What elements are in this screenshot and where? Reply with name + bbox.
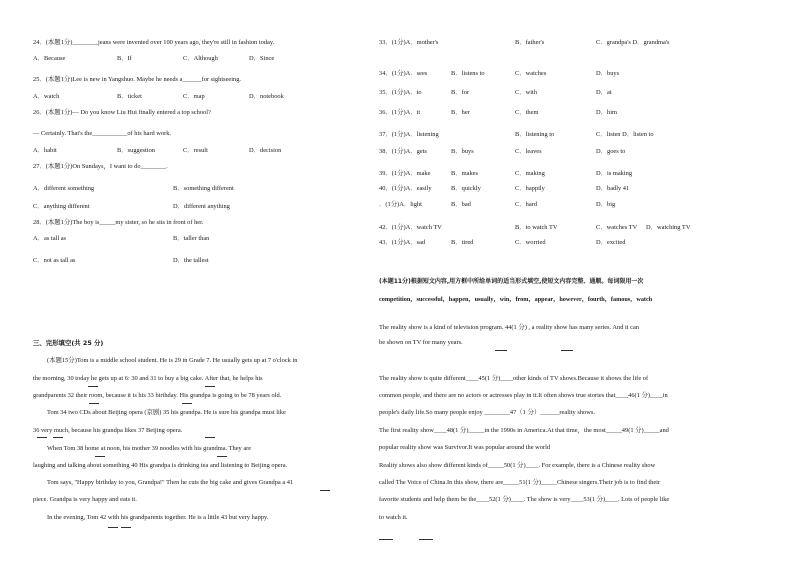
q26-option-d: D．decision xyxy=(249,147,282,154)
passage-line-4: Tom 34 two CDs about Beijing opera (京剧) 35 his grandpa. He is sure his grandpa must like xyxy=(47,409,286,416)
q27-option-a: A．different something xyxy=(33,185,95,192)
mc-37-b: B．listening to xyxy=(515,131,555,138)
mc-35-c: C．with xyxy=(515,89,538,96)
question-26-reply: — Certainly. That's the___________of his hard work. xyxy=(33,130,171,137)
mc-42-a: 42．(1分)A．watch TV xyxy=(379,224,442,231)
q28-option-c: C．not as tall as xyxy=(33,257,76,264)
mc-39-a: 39．(1分)A．make xyxy=(379,170,431,177)
q27-option-d: D．different anything xyxy=(173,203,230,210)
passage-line-3: grandparents 32 their room, because it is his 33 birthday. His grandpa is going to be 78 years old. xyxy=(33,392,282,399)
para1-line-1: The reality show is a kind of television program. 44(1 分) , a reality show has many series. And it can xyxy=(379,324,640,331)
mc-43-b: B．tired xyxy=(451,239,474,246)
blank-mark xyxy=(205,437,215,438)
question-26: 26．(本题1分)— Do you know Liu Hui finally entered a top school? xyxy=(33,109,211,116)
passage-line-9: piece. Grandpa is very happy and eats it. xyxy=(33,496,137,503)
section-3-title: 三、完形填空(共 25 分) xyxy=(33,339,104,347)
mc-35-a: 35．(1分)A．to xyxy=(379,89,422,96)
blank-mark xyxy=(121,527,131,528)
para2-line-1: The reality show is quite different____45(1 分)____other kinds of TV shows.Because it shows the life of xyxy=(379,375,649,382)
q24-option-c: C．Although xyxy=(183,55,218,62)
mc-33-cd: C．grandpa's D．grandma's xyxy=(596,39,670,46)
mc-43-a: 43．(1分)A．sad xyxy=(379,239,426,246)
mc-36-d: D．him xyxy=(596,109,617,116)
q28-option-a: A．as tall as xyxy=(33,235,67,242)
section-4-instructions: (本题11分)根据短文内容,用方框中所给单词的适当形式填空,使短文内容完整、通顺。每词限用一次 xyxy=(379,278,644,285)
para2-line-4: The first reality show____48(1 分)_____in the 1990s in America.At that time，the most_____49(1 分)_____and xyxy=(379,427,669,434)
passage-line-10: In the evening, Tom 42 with his grandparents together. He is a little 43 but very happy. xyxy=(47,514,269,521)
q24-option-a: A．Because xyxy=(33,55,66,62)
para2-line-6: Reality shows also show different kinds of_____50(1 分)____. For example, there is a Chinese reality show xyxy=(379,462,656,469)
mc-40-a: 40．(1分)A．easily xyxy=(379,185,432,192)
blank-mark xyxy=(379,539,393,540)
q25-option-d: D．notebook xyxy=(249,93,284,100)
mc-36-b: B．her xyxy=(451,109,470,116)
mc-33-a: 33．(1分)A．mother's xyxy=(379,39,439,46)
mc-42-d: D．watching TV xyxy=(646,224,691,231)
mc-43-c: C．worried xyxy=(515,239,546,246)
mc-34-c: C．watches xyxy=(515,70,547,77)
mc-43-d: D．excited xyxy=(596,239,626,246)
blank-mark xyxy=(561,350,573,351)
mc-35-d: D．at xyxy=(596,89,612,96)
q27-option-c: C．anything different xyxy=(33,203,90,210)
blank-mark xyxy=(495,350,507,351)
mc-40-b: B．quickly xyxy=(451,185,481,192)
mc-33-b: B．father's xyxy=(515,39,545,46)
para1-line-2: be shown on TV for many years. xyxy=(379,339,463,346)
blank-mark xyxy=(108,527,118,528)
mc-39-b: B．makes xyxy=(451,170,478,177)
mc-41-b: B．bad xyxy=(451,201,471,208)
mc-38-d: D．goes to xyxy=(596,148,626,155)
word-box: competition，successful，happen，usually，win，from，appear，however，fourth，famous，watch xyxy=(379,296,653,303)
mc-38-c: C．leaves xyxy=(515,148,542,155)
mc-34-b: B．listens to xyxy=(451,70,485,77)
mc-39-c: C．making xyxy=(515,170,545,177)
blank-mark xyxy=(182,403,192,404)
passage-line-5: 36 very much, because his grandpa likes 37 Beijing opera. xyxy=(33,427,183,434)
q24-option-d: D．Since xyxy=(249,55,275,62)
para2-line-2: common people, and there are no actors or actresses play in it.It often shows true stories that____46(1 分)____in xyxy=(379,392,668,399)
blank-mark xyxy=(37,437,47,438)
mc-41-c: C．hard xyxy=(515,201,538,208)
blank-mark xyxy=(89,403,99,404)
mc-38-a: 38．(1分)A．gets xyxy=(379,148,427,155)
mc-34-d: D．buys xyxy=(596,70,620,77)
passage-line-6: When Tom 38 home at noon, his mother 39 noodles with his grandma. They are xyxy=(47,445,252,452)
mc-40-d: D．badly 41 xyxy=(596,185,630,192)
q28-option-b: B．taller than xyxy=(173,235,210,242)
blank-mark xyxy=(95,456,105,457)
q28-option-d: D．the tallest xyxy=(173,257,209,264)
mc-35-b: B．for xyxy=(451,89,470,96)
mc-34-a: 34．(1分)A．sees xyxy=(379,70,428,77)
para2-line-7: called The Voice of China.In this show, there are_____51(1 分)_____Chinese singers.Their job is to find their xyxy=(379,479,661,486)
para2-line-5: popular reality show was Survivor.It was popular around the world xyxy=(379,444,551,451)
mc-36-a: 36．(1分)A．it xyxy=(379,109,421,116)
blank-mark xyxy=(53,437,63,438)
q25-option-c: C．map xyxy=(183,93,205,100)
blank-mark xyxy=(217,456,227,457)
mc-40-c: C．happily xyxy=(515,185,545,192)
mc-37-cd: C．listen D．listen to xyxy=(596,131,654,138)
mc-38-b: B．buys xyxy=(451,148,474,155)
passage-line-1: (本题15分)Tom is a middle school student. He is 29 in Grade 7. He usually gets up at 7 o'clock in xyxy=(47,357,298,364)
q24-option-b: B．If xyxy=(117,55,132,62)
q27-option-b: B．something different xyxy=(173,185,234,192)
mc-39-d: D．is making xyxy=(596,170,633,177)
blank-mark xyxy=(419,539,433,540)
blank-mark xyxy=(88,386,98,387)
question-28: 28．(本题1分)The boy is_____my sister, so he sits in front of her. xyxy=(33,219,204,226)
mc-41-a: ．(1分)A．light xyxy=(379,201,422,208)
question-27: 27．(本题1分)On Sundays，I want to do________. xyxy=(33,163,168,170)
passage-line-8: Tom says, "Happy birthday to you, Grandpa!" Then he cuts the big cake and gives Grandpa a 41 xyxy=(47,479,294,486)
mc-36-c: C．them xyxy=(515,109,539,116)
para2-line-3: people's daily life.So many people enjoy ________47（1 分）______reality shows. xyxy=(379,409,595,416)
para2-line-8: favorite students and help them be the____52(1 分)____. The show is very____53(1 分)____. Lots of people like xyxy=(379,496,670,503)
passage-line-2: the morning, 30 today he gets up at 6: 30 and 31 to buy a big cake. After that, he helps his xyxy=(33,375,263,382)
mc-41-d: D．big xyxy=(596,201,616,208)
mc-42-b: B．to watch TV xyxy=(515,224,558,231)
q26-option-b: B．suggestion xyxy=(117,147,155,154)
question-24: 24．(本题1分)________jeans were invented over 100 years ago, they're still in fashion today. xyxy=(33,39,275,46)
mc-42-c: C．watches TV xyxy=(596,224,638,231)
q25-option-b: B．ticket xyxy=(117,93,142,100)
mc-37-a: 37．(1分)A．listening xyxy=(379,131,439,138)
question-25: 25．(本题1分)Lee is new in Yangshuo. Maybe he needs a______for sightseeing. xyxy=(33,76,242,83)
blank-mark xyxy=(205,386,215,387)
passage-line-7: laughing and talking about something 40 His grandpa is drinking tea and listening to Beijing opera. xyxy=(33,462,288,469)
q26-option-c: C．result xyxy=(183,147,208,154)
para2-line-9: to watch it. xyxy=(379,514,408,521)
q25-option-a: A．watch xyxy=(33,93,60,100)
q26-option-a: A．habit xyxy=(33,147,57,154)
blank-mark xyxy=(320,490,330,491)
